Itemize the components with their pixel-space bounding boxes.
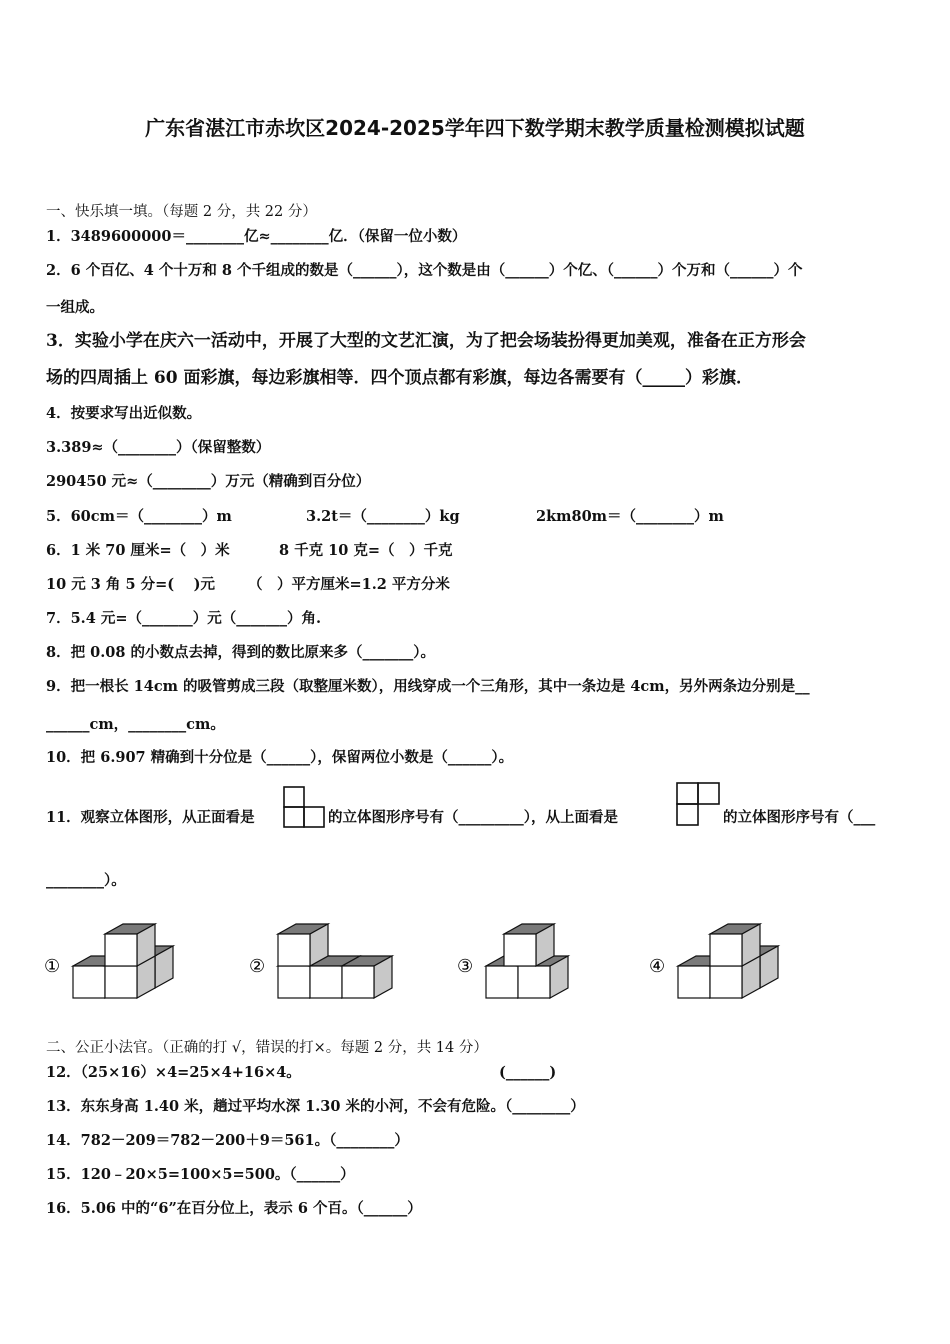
section1-heading: 一、快乐填一填。（每题 2 分，共 22 分） (46, 204, 317, 220)
question-9-line1: 9．把一根长 14cm 的吸管剪成三段（取整厘米数），用线穿成一个三角形，其中一条边是 4cm，另外两条边分别是__ (46, 678, 810, 695)
question-4: 4．按要求写出近似数。 (46, 405, 202, 422)
question-5b: 3.2t＝（________）kg (306, 508, 460, 525)
cube-figure-3 (453, 900, 633, 1020)
question-3-line1: 3．实验小学在庆六一活动中，开展了大型的文艺汇演，为了把会场装扮得更加美观，准备在正方形会 (46, 331, 806, 351)
question-11-part1: 11．观察立体图形，从正面看是 (46, 809, 255, 826)
page-title: 广东省湛江市赤坎区2024-2025学年四下数学期末教学质量检测模拟试题 (145, 116, 805, 140)
question-6c: 10 元 3 角 5 分=( )元 (46, 576, 216, 593)
question-8: 8．把 0.08 的小数点去掉，得到的数比原来多（_______）。 (46, 644, 435, 661)
question-12: 12．（25×16）×4=25×4+16×4。 (46, 1064, 301, 1081)
question-16: 16．5.06 中的“6”在百分位上，表示 6 个百。（______） (46, 1200, 422, 1217)
figure-label-1: ① (44, 956, 61, 977)
question-3-line2: 场的四周插上 60 面彩旗，每边彩旗相等．四个顶点都有彩旗，每边各需要有（_____）彩旗． (46, 368, 753, 388)
question-1: 1．3489600000＝________亿≈________亿．（保留一位小数） (46, 228, 467, 245)
question-12-blank: (______) (499, 1064, 557, 1081)
question-13: 13．东东身高 1.40 米，趟过平均水深 1.30 米的小河，不会有危险。（________） (46, 1098, 585, 1115)
cube-figure-1 (40, 900, 220, 1020)
question-10: 10．把 6.907 精确到十分位是（______），保留两位小数是（______）。 (46, 749, 514, 766)
question-6a: 6．1 米 70 厘米=（ ）米 (46, 542, 230, 559)
question-4a: 3.389≈（________）（保留整数） (46, 439, 271, 456)
question-6b: 8 千克 10 克=（ ）千克 (279, 542, 453, 559)
cube-figure-2 (245, 900, 425, 1020)
question-15: 15．120﹣20×5=100×5=500。（______） (46, 1166, 355, 1183)
section2-heading: 二、公正小法官。（正确的打 √，错误的打×。每题 2 分，共 14 分） (46, 1040, 488, 1056)
figure-label-4: ④ (649, 956, 666, 977)
question-2-line2: 一组成。 (46, 299, 104, 316)
question-6d: （ ）平方厘米=1.2 平方分米 (248, 576, 450, 593)
question-11-part2: 的立体图形序号有（_________），从上面看是 (328, 809, 618, 826)
question-11-part3: 的立体图形序号有（___ (723, 809, 876, 826)
top-view-diagram (676, 782, 720, 826)
question-14: 14．782－209＝782－200＋9＝561。（________） (46, 1132, 409, 1149)
question-5c: 2km80m＝（________）m (536, 508, 724, 525)
cube-figure-4 (645, 900, 825, 1020)
front-view-diagram (283, 786, 325, 828)
figure-label-2: ② (249, 956, 266, 977)
question-5a: 5．60cm＝（________）m (46, 508, 232, 525)
question-11-line2: ________）。 (46, 872, 126, 889)
question-9-line2: ______cm，________cm。 (46, 716, 225, 733)
question-2-line1: 2．6 个百亿、4 个十万和 8 个千组成的数是（______），这个数是由（______）个亿、（______）个万和（______）个 (46, 262, 803, 279)
question-7: 7．5.4 元=（_______）元（_______）角. (46, 610, 322, 627)
figure-label-3: ③ (457, 956, 474, 977)
question-4b: 290450 元≈（________）万元（精确到百分位） (46, 473, 371, 490)
